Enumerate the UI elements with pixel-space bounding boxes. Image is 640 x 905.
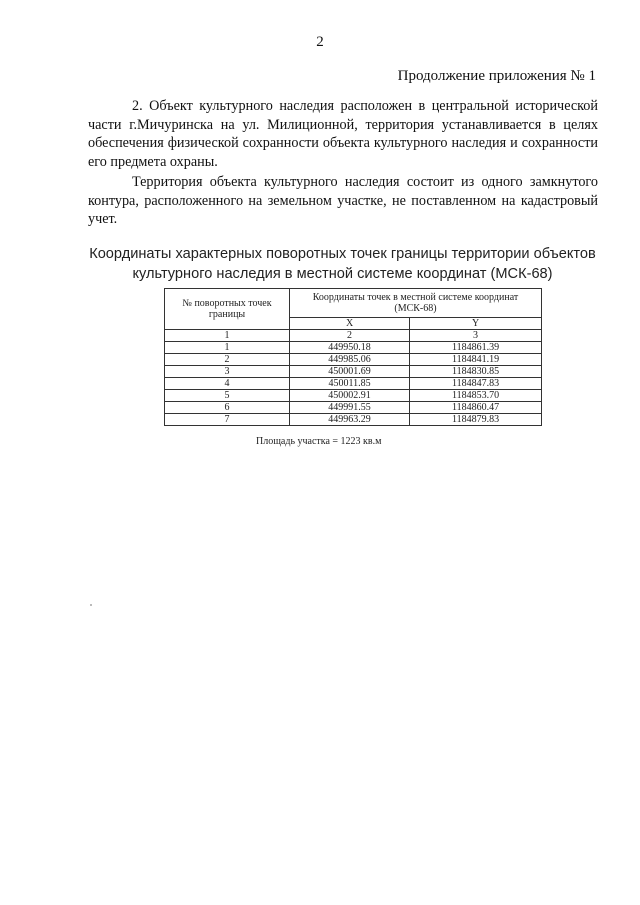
table-row — [165, 378, 542, 390]
y-coordinate: 1184860.47 — [410, 402, 542, 414]
table-title-line-2: культурного наследия в местной системе координат (МСК-68) — [132, 266, 553, 282]
x-coordinate: 449985.06 — [290, 354, 410, 366]
appendix-note: Продолжение приложения № 1 — [397, 68, 596, 84]
column-number: 3 — [410, 330, 542, 342]
header-x: X — [290, 318, 410, 330]
table-title — [70, 244, 615, 284]
y-coordinate: 1184879.83 — [410, 414, 542, 426]
column-number: 2 — [290, 330, 410, 342]
x-coordinate: 449950.18 — [290, 342, 410, 354]
point-number: 3 — [165, 366, 290, 378]
header-points: № поворотных точек границы — [165, 289, 290, 330]
x-coordinate: 449963.29 — [290, 414, 410, 426]
y-coordinate: 1184847.83 — [410, 378, 542, 390]
table-row — [165, 414, 542, 426]
page-number: 2 — [316, 34, 324, 50]
area-note: Площадь участка = 1223 кв.м — [256, 436, 382, 447]
table-row — [165, 390, 542, 402]
y-coordinate: 1184830.85 — [410, 366, 542, 378]
x-coordinate: 450002.91 — [290, 390, 410, 402]
table-row — [165, 354, 542, 366]
point-number: 5 — [165, 390, 290, 402]
point-number: 7 — [165, 414, 290, 426]
point-number: 2 — [165, 354, 290, 366]
coordinates-table — [164, 288, 542, 426]
x-coordinate: 449991.55 — [290, 402, 410, 414]
paragraph-location: 2. Объект культурного наследия расположен в центральной исторической части г.Мичуринска на ул. Милиционной, территория устанавливается в целях обеспечения физической сохранности объекта культурного наследия и сохранности его предмета охраны. — [88, 98, 598, 170]
table-row — [165, 366, 542, 378]
header-coordinates: Координаты точек в местной системе координат (МСК-68) — [290, 289, 542, 318]
table-row — [165, 402, 542, 414]
point-number: 6 — [165, 402, 290, 414]
column-numbers-row — [165, 330, 542, 342]
header-y: Y — [410, 318, 542, 330]
column-number: 1 — [165, 330, 290, 342]
point-number: 4 — [165, 378, 290, 390]
table-title-line-1: Координаты характерных поворотных точек границы территории объектов — [89, 246, 596, 262]
x-coordinate: 450001.69 — [290, 366, 410, 378]
x-coordinate: 450011.85 — [290, 378, 410, 390]
scan-speck — [90, 604, 92, 606]
paragraph-contour: Территория объекта культурного наследия состоит из одного замкнутого контура, расположенного на земельном участке, не поставленном на кадастровый учет. — [88, 174, 598, 227]
y-coordinate: 1184861.39 — [410, 342, 542, 354]
body-text — [88, 97, 598, 229]
table-row — [165, 342, 542, 354]
y-coordinate: 1184841.19 — [410, 354, 542, 366]
y-coordinate: 1184853.70 — [410, 390, 542, 402]
point-number: 1 — [165, 342, 290, 354]
